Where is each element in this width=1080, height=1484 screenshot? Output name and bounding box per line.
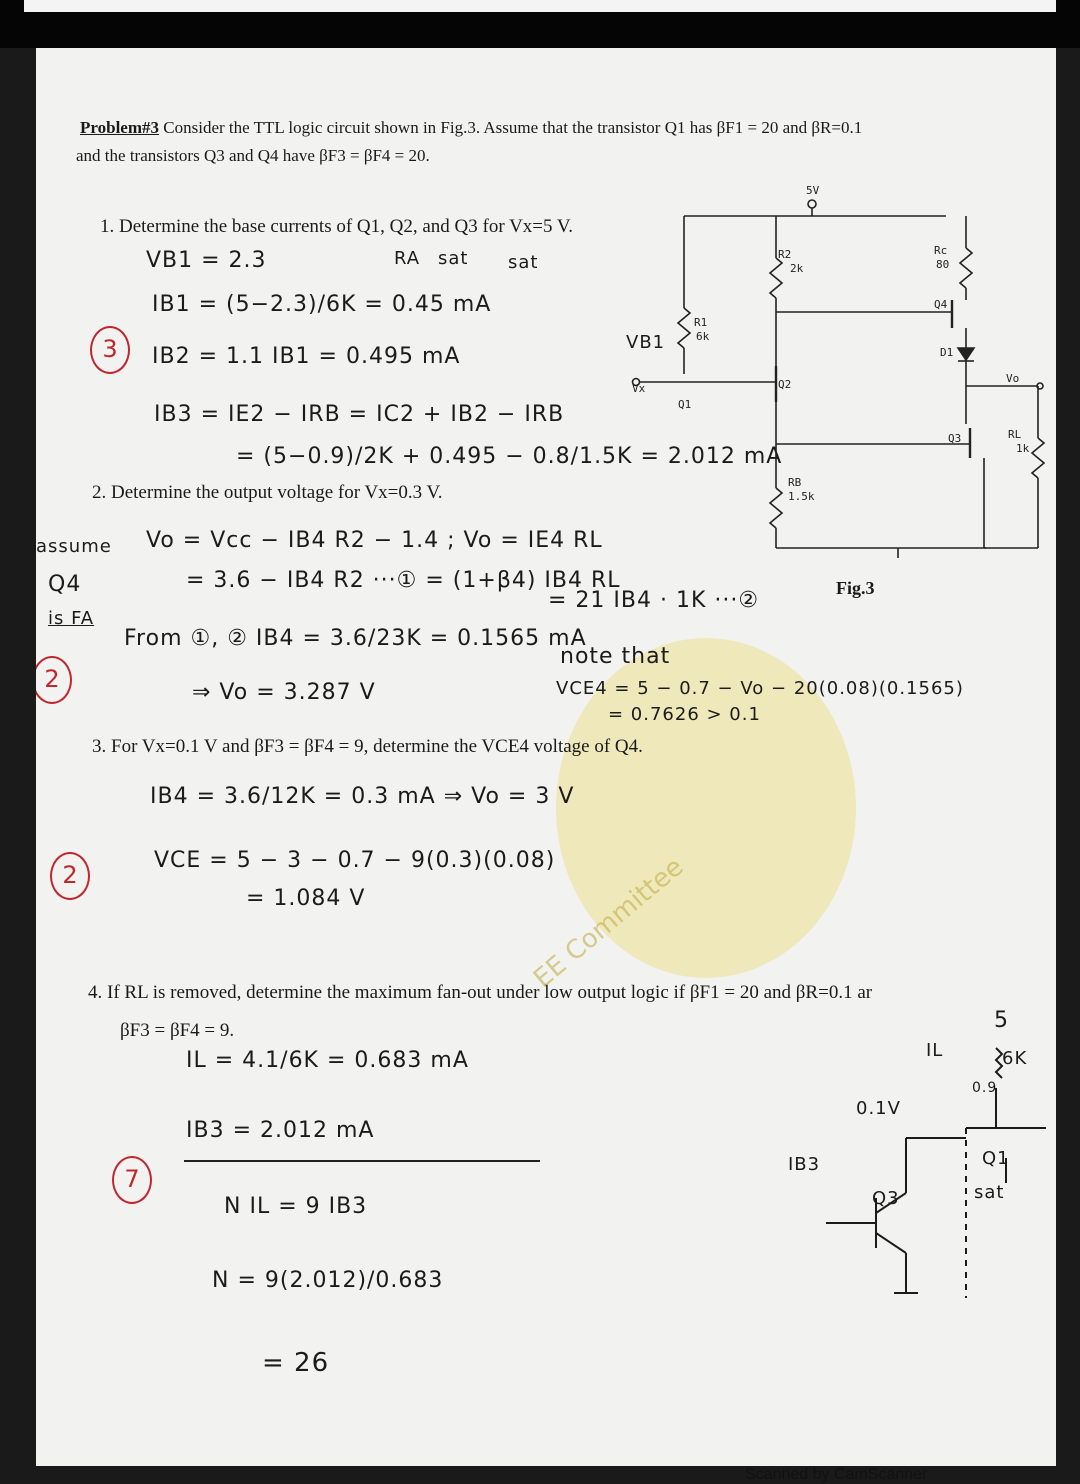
q2-work-6: note that (560, 644, 671, 669)
q1-work-ib2: IB2 = 1.1 IB1 = 0.495 mA (152, 344, 461, 369)
label-q4: Q4 (934, 298, 948, 311)
sketch-label-ib3: IB3 (788, 1154, 821, 1175)
q1-annotation-ra: RA (394, 248, 421, 269)
label-r2-value: 2k (790, 262, 804, 275)
scanner-footer: Scanned by CamScanner (745, 1466, 928, 1483)
q2-note-assume: assume (36, 536, 112, 557)
q1-work-ib3-value: = (5−0.9)/2K + 0.495 − 0.8/1.5K = 2.012 mA (236, 444, 783, 469)
problem-intro-text: Consider the TTL logic circuit shown in Fig.3. Assume that the transistor Q1 has βF1 = 20 and βR=0.1 (163, 118, 863, 137)
label-rb-value: 1.5k (788, 490, 815, 503)
sketch-label-6k: 6K (1002, 1048, 1028, 1069)
q4-work-4: N = 9(2.012)/0.683 (212, 1268, 444, 1293)
supply-node (808, 200, 816, 208)
scanned-page (36, 48, 1056, 1466)
sketch-label-09: 0.9 (972, 1080, 998, 1096)
label-r2: R2 (778, 248, 792, 261)
q1-grade: 3 (90, 326, 130, 374)
label-supply: 5V (806, 184, 820, 197)
label-r1: R1 (694, 316, 708, 329)
q4-work-1: IL = 4.1/6K = 0.683 mA (186, 1048, 469, 1073)
q4-grade: 7 (112, 1156, 152, 1204)
label-d1: D1 (940, 346, 954, 359)
label-rl-value: 1k (1016, 442, 1030, 455)
q3-grade: 2 (50, 852, 90, 900)
q2-work-8: = 0.7626 > 0.1 (608, 704, 761, 725)
circuit-schematic (626, 188, 1046, 558)
q3-work-1: IB4 = 3.6/12K = 0.3 mA ⇒ Vo = 3 V (150, 784, 575, 809)
question-4-line2: βF3 = βF4 = 9. (120, 1020, 235, 1041)
question-4-line1: 4. If RL is removed, determine the maximum fan-out under low output logic if βF1 = 20 and βR=0.1 ar (88, 982, 873, 1003)
label-rl: RL (1008, 428, 1022, 441)
q2-work-7: VCE4 = 5 − 0.7 − Vo − 20(0.08)(0.1565) (556, 678, 964, 699)
q2-work-4: From ①, ② IB4 = 3.6/23K = 0.1565 mA (124, 626, 587, 651)
sketch-label-01v: 0.1V (856, 1098, 901, 1119)
label-q1: Q1 (678, 398, 692, 411)
top-paper-strip (24, 0, 1056, 12)
problem-label: Problem#3 (80, 118, 160, 137)
q1-annotation-sat2: sat (508, 252, 539, 273)
question-1: 1. Determine the base currents of Q1, Q2, and Q3 for Vx=5 V. (100, 216, 573, 237)
d1-diode (958, 348, 974, 360)
label-r1-value: 6k (696, 330, 710, 343)
problem-intro-line2: and the transistors Q3 and Q4 have βF3 = βF4 = 20. (76, 146, 430, 165)
rl-resistor (1032, 438, 1044, 478)
label-q2: Q2 (778, 378, 792, 391)
label-q3: Q3 (948, 432, 962, 445)
q2-work-1: Vo = Vcc − IB4 R2 − 1.4 ; Vo = IE4 RL (146, 528, 603, 553)
q4-work-5: = 26 (262, 1348, 330, 1378)
q2-work-2: = 3.6 − IB4 R2 ···① = (1+β4) IB4 RL (186, 568, 621, 593)
figure-caption: Fig.3 (836, 578, 875, 598)
q2-work-3: = 21 IB4 · 1K ···② (548, 588, 760, 613)
label-rb: RB (788, 476, 802, 489)
label-vo: Vo (1006, 372, 1020, 385)
label-vb1: VB1 (626, 332, 666, 353)
r2-resistor (770, 258, 782, 298)
label-rc-value: 80 (936, 258, 950, 271)
q1-work-ib3: IB3 = IE2 − IRB = IC2 + IB2 − IRB (154, 402, 565, 427)
sketch-label-q1: Q1 (982, 1148, 1010, 1169)
question-3: 3. For Vx=0.1 V and βF3 = βF4 = 9, determine the VCE4 voltage of Q4. (92, 736, 643, 757)
q3-work-3: = 1.084 V (246, 886, 366, 911)
watermark-text: EE Committee (528, 851, 690, 995)
question-2: 2. Determine the output voltage for Vx=0.3 V. (92, 482, 443, 503)
q4-divider (184, 1160, 540, 1162)
sketch-label-sat: sat (974, 1182, 1005, 1203)
q1-annotation-sat1: sat (438, 248, 469, 269)
sketch-label-5: 5 (994, 1008, 1009, 1033)
label-rc: Rc (934, 244, 948, 257)
sketch-label-q3: Q3 (872, 1188, 900, 1209)
problem-intro-line1 (80, 118, 862, 138)
rc-resistor (960, 248, 972, 288)
q2-note-fa: is FA (48, 608, 95, 629)
q1-work-vb1: VB1 = 2.3 (146, 248, 267, 273)
label-vx: Vx (632, 382, 646, 395)
q1-work-ib1: IB1 = (5−2.3)/6K = 0.45 mA (152, 292, 492, 317)
q4-work-3: N IL = 9 IB3 (224, 1194, 368, 1219)
q4-work-2: IB3 = 2.012 mA (186, 1118, 375, 1143)
sketch-label-il: IL (926, 1040, 944, 1061)
q2-grade: 2 (36, 656, 72, 704)
q3-work-2: VCE = 5 − 3 − 0.7 − 9(0.3)(0.08) (154, 848, 556, 873)
rb-resistor (770, 488, 782, 528)
q2-note-q4: Q4 (48, 572, 82, 597)
sketch-q3-emitter (876, 1233, 906, 1253)
q2-work-5: ⇒ Vo = 3.287 V (192, 680, 376, 705)
r1-resistor (678, 308, 690, 348)
